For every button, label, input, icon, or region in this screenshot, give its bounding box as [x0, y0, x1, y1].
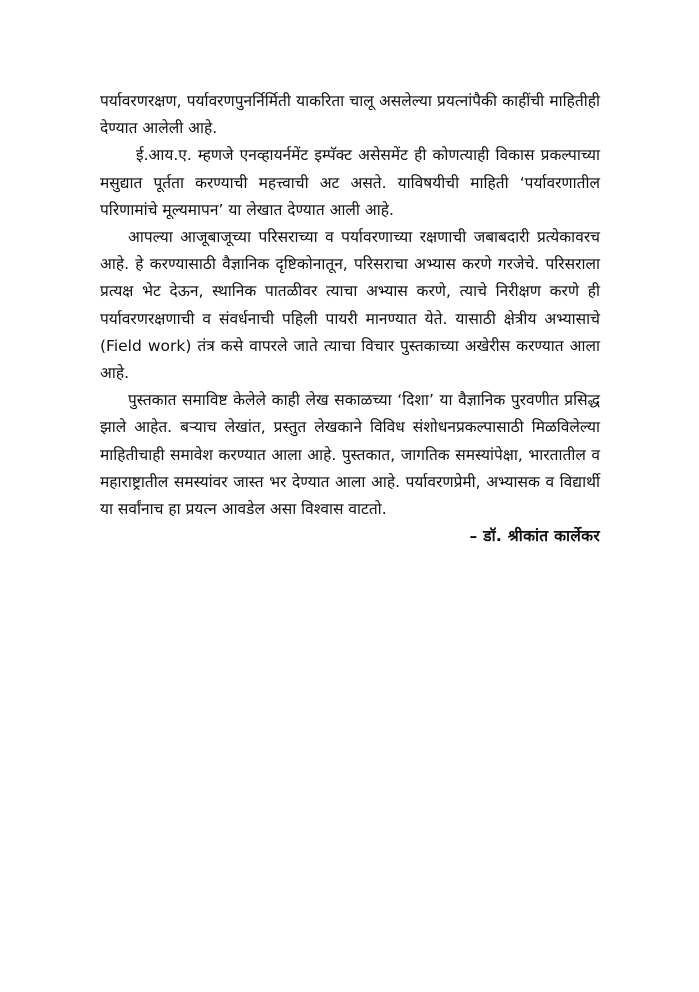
author-signature: – डॉ. श्रीकांत कार्लेकर — [469, 527, 600, 546]
paragraph-3: आपल्या आजूबाजूच्या परिसराच्या व पर्यावरणाच्या रक्षणाची जबाबदारी प्रत्येकावरच आहे. हे करण्यासाठी वैज्ञानिक दृष्टिकोनातून, परिसराचा अभ्यास करणे गरजेचे. परिसराला प्रत्यक्ष भेट देऊन, स्थानिक पातळीवर त्याचा अभ्यास करणे, त्याचे निरीक्षण करणे ही पर्यावरणरक्षणाची व संवर्धनाची पहिली पायरी मानण्यात येते. यासाठी क्षेत्रीय अभ्यासाचे (Field work) तंत्र कसे वापरले जाते त्याचा विचार पुस्तकाच्या अखेरीस करण्यात आला आहे. — [100, 228, 600, 383]
paragraph-2: ई.आय.ए. म्हणजे एनव्हायर्नमेंट इम्पॅक्ट असेसमेंट ही कोणत्याही विकास प्रकल्पाच्या मसुद्यात पूर्तता करण्याची महत्त्वाची अट असते. याविषयीची माहिती ‘पर्यावरणातील परिणामांचे मूल्यमापन’ या लेखात देण्यात आली आहे. — [100, 146, 600, 219]
paragraph-4: पुस्तकात समाविष्ट केलेले काही लेख सकाळच्या ‘दिशा’ या वैज्ञानिक पुरवणीत प्रसिद्ध झाले आहेत. बऱ्याच लेखांत, प्रस्तुत लेखकाने विविध संशोधनप्रकल्पासाठी मिळविलेल्या माहितीचाही समावेश करण्यात आला आहे. पुस्तकात, जागतिक समस्यांपेक्षा, भारतातील व महाराष्ट्रातील समस्यांवर जास्त भर देण्यात आला आहे. पर्यावरणप्रेमी, अभ्यासक व विद्यार्थी या सर्वांनाच हा प्रयत्न आवडेल असा विश्वास वाटतो. — [100, 391, 600, 519]
document-body — [100, 88, 600, 550]
paragraph-1: पर्यावरणरक्षण, पर्यावरणपुनर्निर्मिती याकरिता चालू असलेल्या प्रयत्नांपैकी काहींची माहितीही देण्यात आलेली आहे. — [100, 92, 600, 138]
